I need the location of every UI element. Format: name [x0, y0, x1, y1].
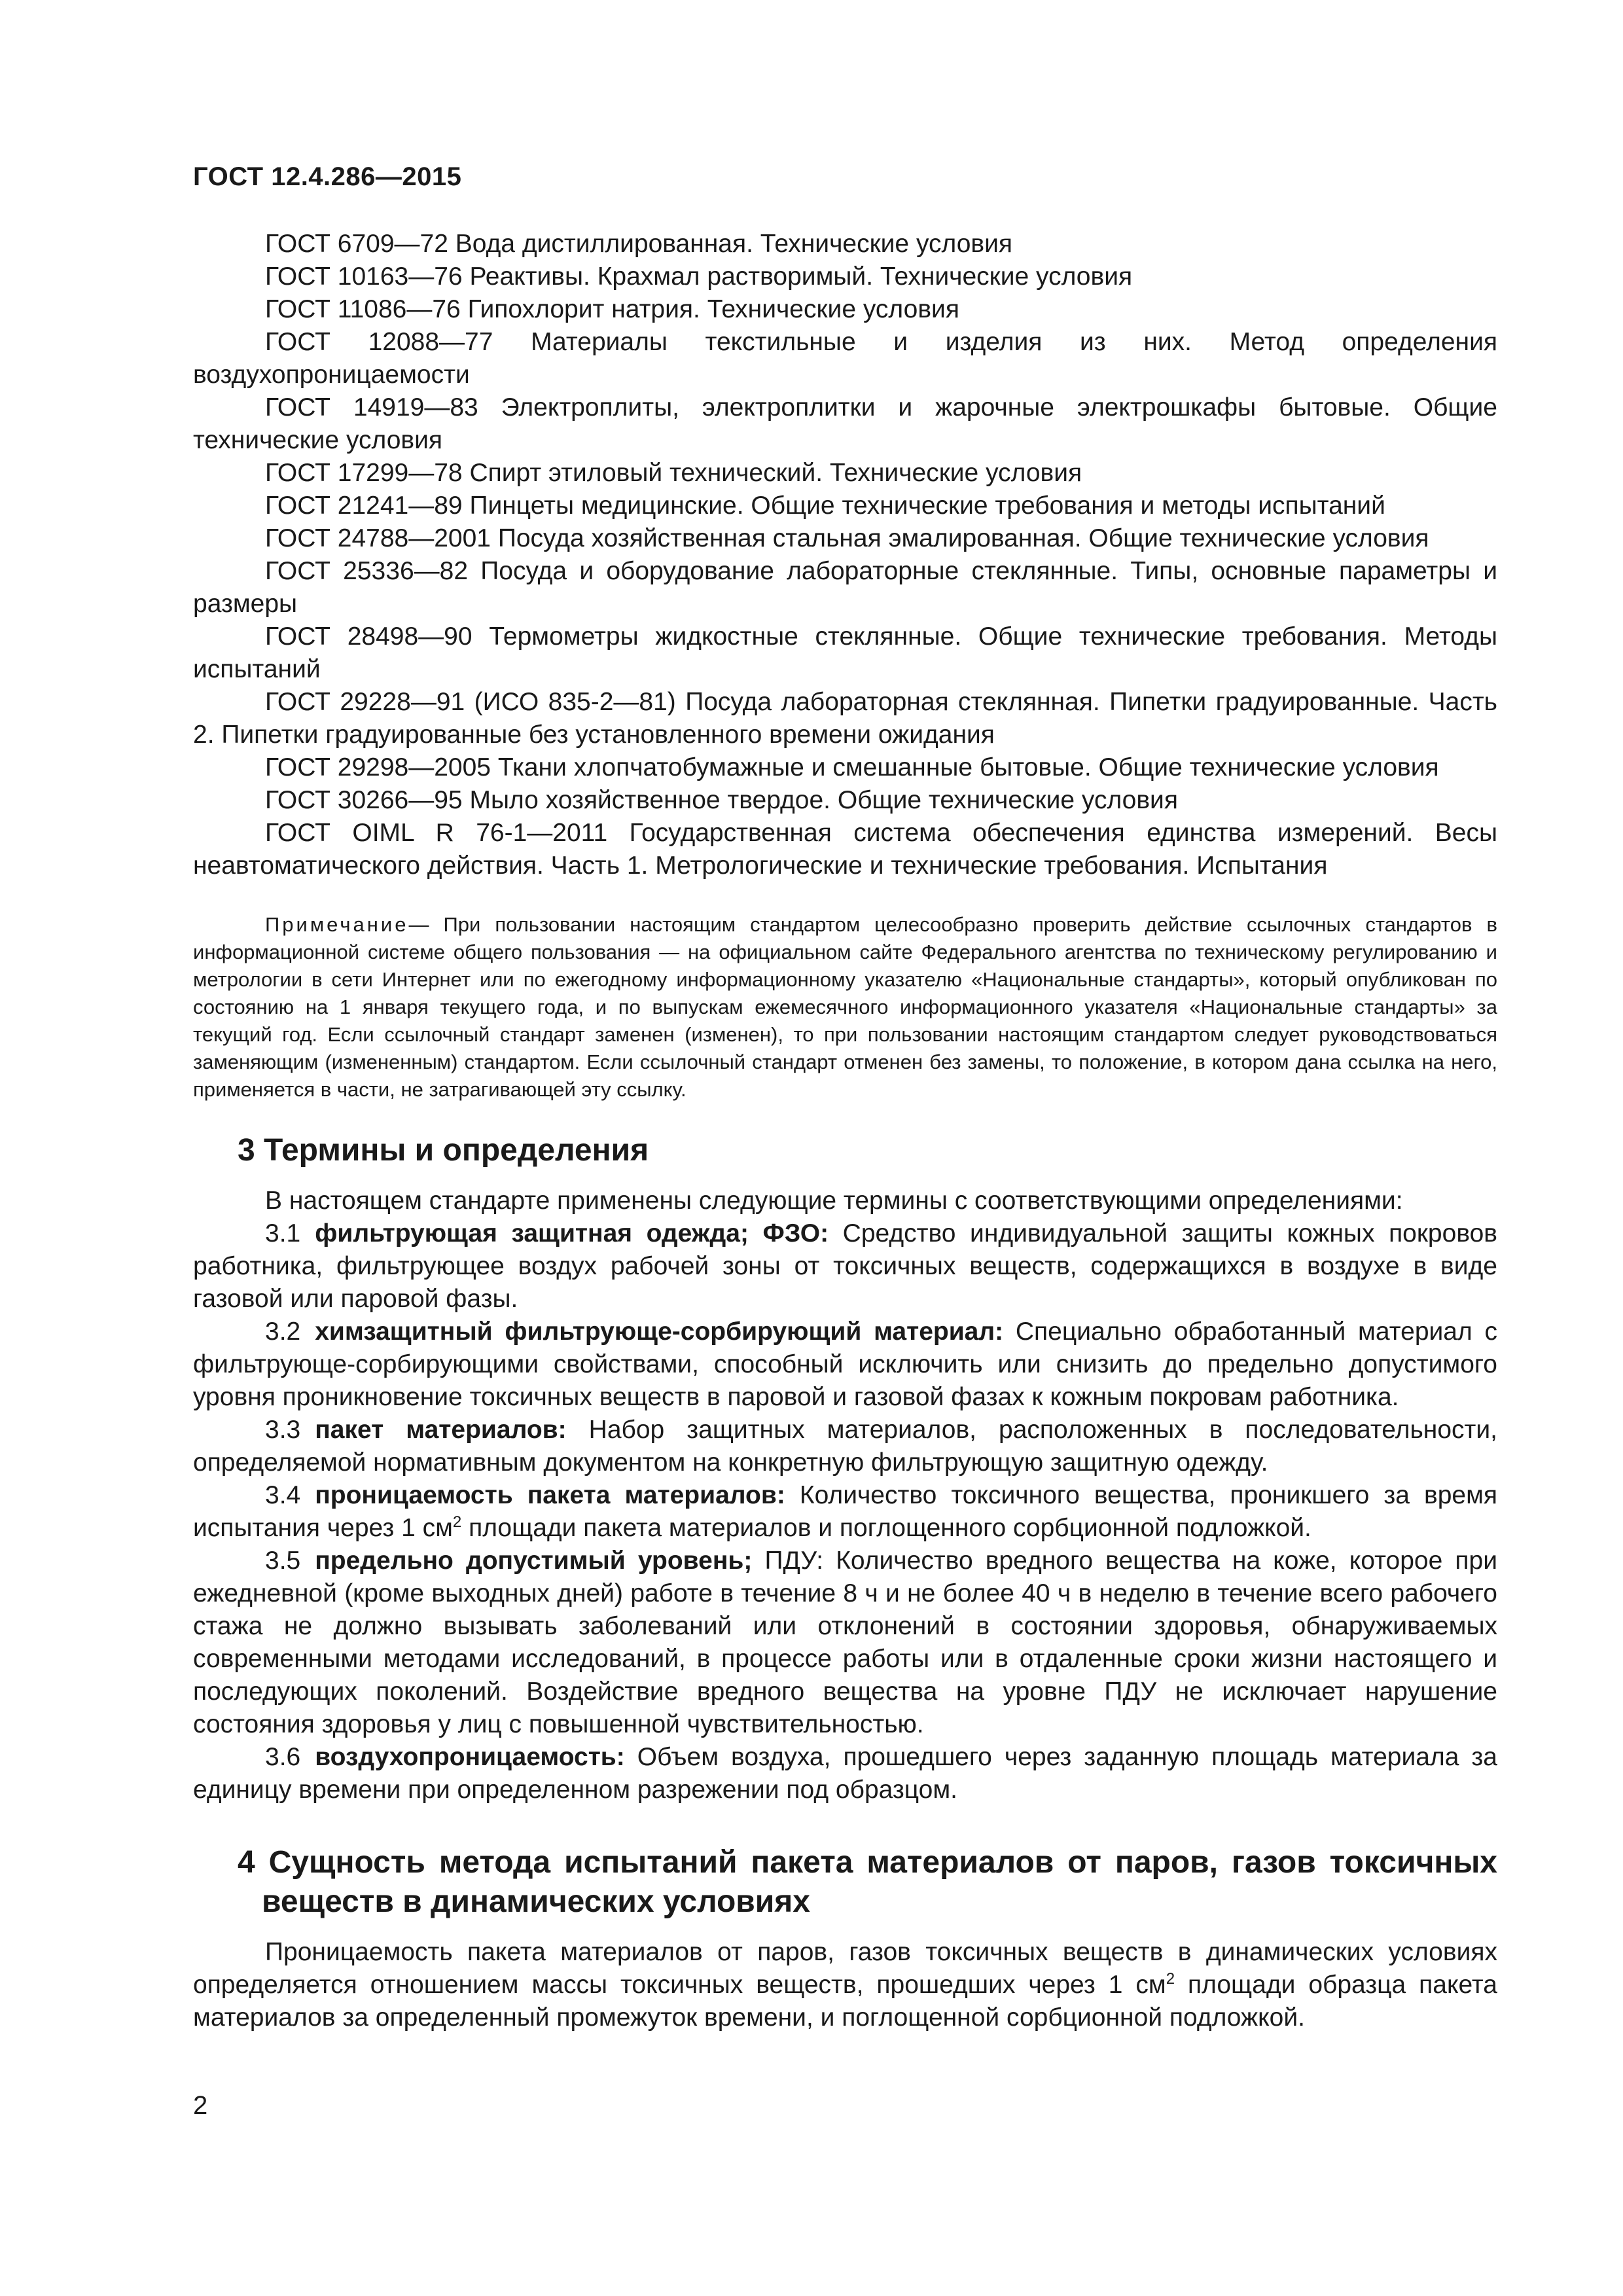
- superscript: 2: [452, 1513, 462, 1531]
- section-4-text: [193, 1936, 1497, 2034]
- reference-item: ГОСТ 30266—95 Мыло хозяйственное твердое. Общие технические условия: [265, 786, 1178, 814]
- page-content: [193, 228, 1497, 2034]
- term-definition: [193, 1316, 1497, 1414]
- section-4-heading: 4 Сущность метода испытаний пакета материалов от паров, газов токсичных веществ в динамических условиях: [238, 1845, 1497, 1919]
- reference-item: ГОСТ 14919—83 Электроплиты, электроплитки и жарочные электрошкафы бытовые. Общие технические условия: [193, 393, 1497, 454]
- term-definition: [193, 1217, 1497, 1316]
- reference-item: ГОСТ 28498—90 Термометры жидкостные стеклянные. Общие технические требования. Методы испытаний: [193, 622, 1497, 683]
- term-name: химзащитный фильтрующе-сорбирующий материал:: [315, 1318, 1004, 1346]
- reference-item: ГОСТ 29228—91 (ИСО 835-2—81) Посуда лабораторная стеклянная. Пипетки градуированные. Часть 2. Пипетки градуированные без установленного времени ожидания: [193, 688, 1497, 749]
- term-text: ПДУ: Количество вредного вещества на коже, которое при ежедневной (кроме выходных дней) работе в течение 8 ч и не более 40 ч в неделю в течение всего рабочего стажа не должно вызывать заболеваний или отклонений в состоянии здоровья, обнаруживаемых современными методами исследований, в процессе работы или в отдаленные сроки жизни настоящего и последующих поколений. Воздействие вредного вещества на уровне ПДУ не исключает нарушение состояния здоровья у лиц с повышенной чувствительностью.: [193, 1547, 1497, 1738]
- reference-item: ГОСТ 10163—76 Реактивы. Крахмал растворимый. Технические условия: [265, 262, 1133, 291]
- term-definition: [193, 1479, 1497, 1545]
- term-name: пакет материалов:: [315, 1416, 567, 1444]
- reference-item: ГОСТ 12088—77 Материалы текстильные и изделия из них. Метод определения воздухопроницаемости: [193, 328, 1497, 389]
- section-3-intro: В настоящем стандарте применены следующие термины с соответствующими определениями:: [265, 1187, 1403, 1215]
- note-label: Примечание: [265, 913, 409, 936]
- superscript: 2: [1166, 1970, 1175, 1988]
- reference-list: [193, 228, 1497, 882]
- reference-item: ГОСТ 6709—72 Вода дистиллированная. Технические условия: [265, 230, 1013, 258]
- term-number: 3.3: [265, 1416, 301, 1444]
- term-name: воздухопроницаемость:: [315, 1743, 625, 1771]
- reference-item: ГОСТ 21241—89 Пинцеты медицинские. Общие технические требования и методы испытаний: [265, 492, 1385, 520]
- reference-item: ГОСТ 29298—2005 Ткани хлопчатобумажные и смешанные бытовые. Общие технические условия: [265, 753, 1439, 781]
- term-definition: [193, 1741, 1497, 1806]
- term-number: 3.1: [265, 1219, 301, 1247]
- term-text: площади пакета материалов и поглощенного сорбционной подложкой.: [461, 1514, 1311, 1542]
- section-4-text-part: площади образца пакета материалов за определенный промежуток времени, и поглощенной сорбционной подложкой.: [193, 1971, 1497, 2032]
- reference-item: ГОСТ OIML R 76-1—2011 Государственная система обеспечения единства измерений. Весы неавтоматического действия. Часть 1. Метрологические и технические требования. Испытания: [193, 819, 1497, 880]
- term-name: предельно допустимый уровень;: [315, 1547, 753, 1575]
- term-name: фильтрующая защитная одежда; ФЗО:: [315, 1219, 829, 1247]
- section-3-heading: 3 Термины и определения: [238, 1133, 649, 1168]
- note-text: — При пользовании настоящим стандартом целесообразно проверить действие ссылочных стандартов в информационной системе общего пользования — на официальном сайте Федерального агентства по техническому регулированию и метрологии в сети Интернет или по ежегодному информационному указателю «Национальные стандарты», который опубликован по состоянию на 1 января текущего года, и по выпускам ежемесячного информационного указателя «Национальные стандарты» за текущий год. Если ссылочный стандарт заменен (изменен), то при пользовании настоящим стандартом следует руководствоваться заменяющим (измененным) стандартом. Если ссылочный стандарт отменен без замены, то положение, в котором дана ссылка на него, применяется в части, не затрагивающей эту ссылку.: [193, 913, 1497, 1101]
- document-header: ГОСТ 12.4.286—2015: [193, 162, 462, 191]
- term-text: Объем воздуха, прошедшего через заданную площадь материала за единицу времени при определенном разрежении под образцом.: [193, 1743, 1497, 1804]
- term-name: проницаемость пакета материалов:: [315, 1481, 785, 1509]
- term-text: Количество токсичного вещества, проникшего за время испытания через 1 см: [193, 1481, 1498, 1542]
- term-definition: [193, 1545, 1497, 1741]
- reference-item: ГОСТ 24788—2001 Посуда хозяйственная стальная эмалированная. Общие технические условия: [265, 524, 1429, 552]
- reference-item: ГОСТ 17299—78 Спирт этиловый технический. Технические условия: [265, 459, 1082, 487]
- term-text: Специально обработанный материал с фильтрующе-сорбирующими свойствами, способный исключить или снизить до предельно допустимого уровня проникновение токсичных веществ в паровой и газовой фазах к кожным покровам работника.: [193, 1318, 1497, 1411]
- term-number: 3.4: [265, 1481, 301, 1509]
- term-text: Средство индивидуальной защиты кожных покровов работника, фильтрующее воздух рабочей зоны от токсичных веществ, содержащихся в воздухе в виде газовой или паровой фазы.: [193, 1219, 1498, 1313]
- reference-item: ГОСТ 25336—82 Посуда и оборудование лабораторные стеклянные. Типы, основные параметры и размеры: [193, 557, 1497, 618]
- term-definition: [193, 1414, 1497, 1479]
- section-4-text-part: Проницаемость пакета материалов от паров, газов токсичных веществ в динамических условиях определяется отношением массы токсичных веществ, прошедших через 1 см: [193, 1938, 1497, 1999]
- page-number: 2: [193, 2091, 208, 2120]
- reference-item: ГОСТ 11086—76 Гипохлорит натрия. Технические условия: [265, 295, 959, 323]
- term-text: Набор защитных материалов, расположенных в последовательности, определяемой нормативным документом на конкретную фильтрующую защитную одежду.: [193, 1416, 1497, 1477]
- note-paragraph: [193, 911, 1497, 1103]
- term-number: 3.2: [265, 1318, 301, 1346]
- term-number: 3.6: [265, 1743, 301, 1771]
- term-number: 3.5: [265, 1547, 301, 1575]
